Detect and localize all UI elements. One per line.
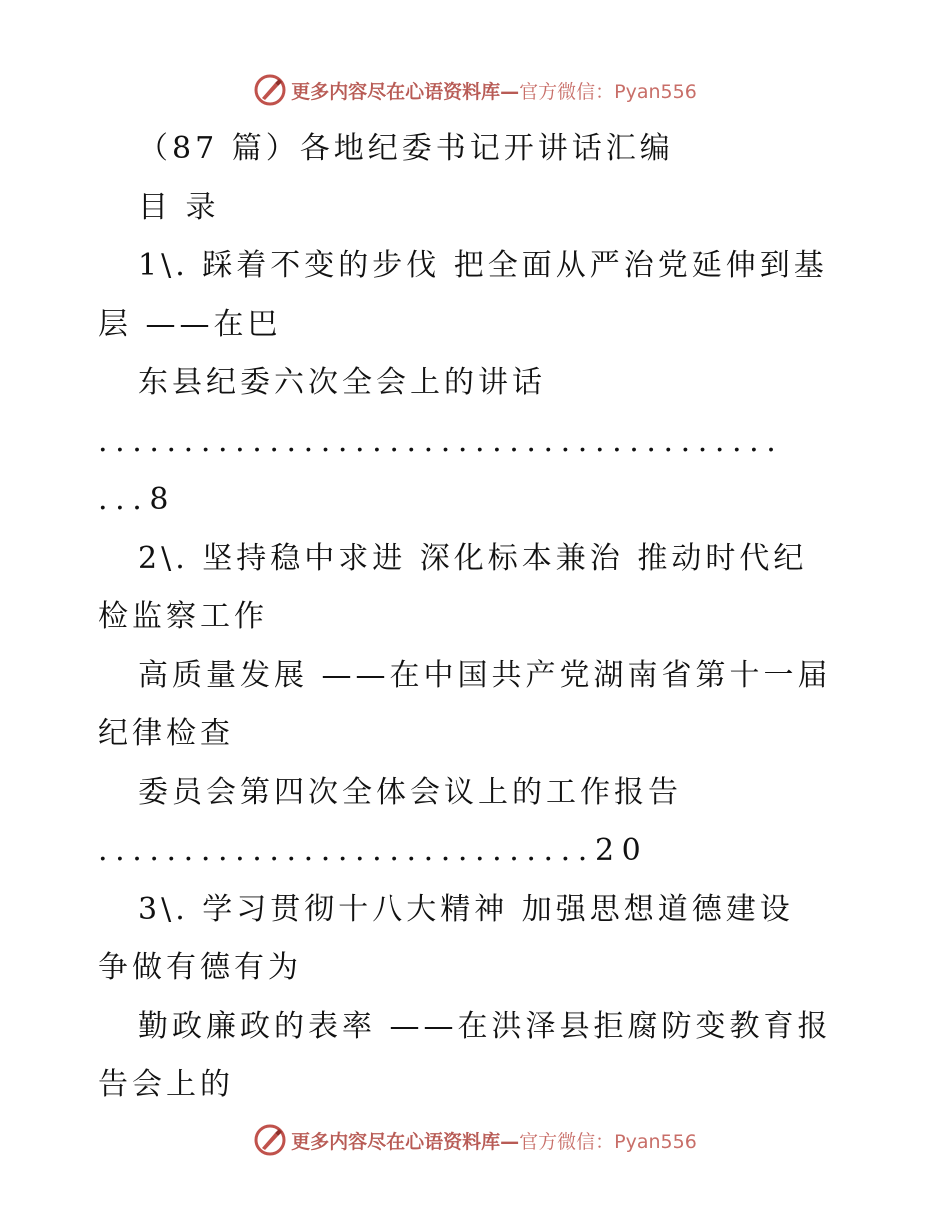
footer-watermark	[0, 1120, 950, 1160]
toc-entry-1-leader: ........................................	[98, 423, 784, 459]
watermark-text	[291, 1127, 697, 1154]
pen-logo-icon	[253, 73, 287, 107]
document-page	[98, 120, 858, 1115]
toc-heading: 目 录	[138, 189, 220, 225]
header-watermark	[0, 70, 950, 110]
watermark-dash: —	[500, 80, 520, 103]
document-title: （87 篇）各地纪委书记开讲话汇编	[138, 131, 674, 166]
toc-entry-3-line-1: 3\. 学习贯彻十八大精神 加强思想道德建设	[138, 891, 794, 927]
watermark-wechat: 官方微信：Pyan556	[519, 1130, 697, 1153]
watermark-dash: —	[500, 1130, 520, 1153]
watermark-text	[291, 77, 697, 104]
toc-entry-1-line-2: 层 ——在巴	[98, 306, 282, 342]
toc-entry-1-line-1: 1\. 踩着不变的步伐 把全面从严治党延伸到基	[138, 248, 828, 283]
toc-entry-2-line-1: 2\. 坚持稳中求进 深化标本兼治 推动时代纪	[138, 540, 808, 576]
watermark-site: 更多内容尽在心语资料库	[291, 80, 501, 103]
pen-logo-icon	[253, 1123, 287, 1157]
watermark-site: 更多内容尽在心语资料库	[291, 1130, 501, 1153]
toc-entry-2-line-2: 检监察工作	[98, 599, 268, 634]
toc-entry-2-line-4: 纪律检查	[98, 716, 234, 751]
toc-entry-3-line-2: 争做有德有为	[98, 950, 302, 985]
toc-entry-3-line-4: 告会上的	[98, 1067, 234, 1102]
toc-entry-2-line-3: 高质量发展 ——在中国共产党湖南省第十一届	[138, 657, 832, 693]
toc-entry-1-page: ...8	[98, 482, 177, 517]
toc-entry-3-line-3: 勤政廉政的表率 ——在洪泽县拒腐防变教育报	[138, 1008, 832, 1044]
toc-entry-2-leader-page: .............................20	[98, 833, 649, 868]
toc-entry-2-line-5: 委员会第四次全体会议上的工作报告	[138, 774, 682, 810]
watermark-wechat: 官方微信：Pyan556	[519, 80, 697, 103]
toc-entry-1-line-3: 东县纪委六次全会上的讲话	[138, 365, 546, 400]
